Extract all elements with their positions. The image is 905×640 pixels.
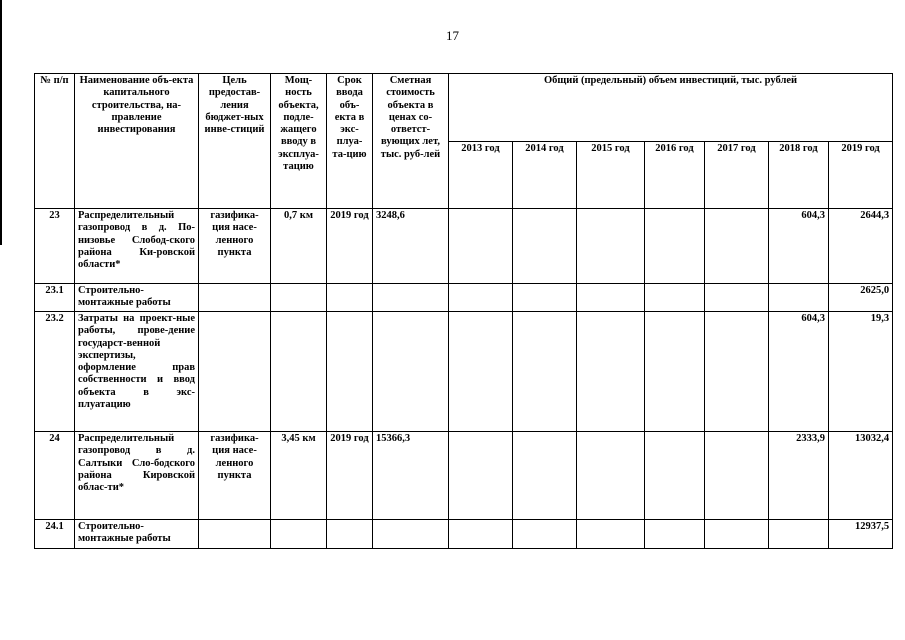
- row-name: Распределительный газопровод в д. По-низовье Слобод-ского района Ки-ровской области*: [75, 209, 199, 284]
- row-term: [327, 284, 373, 312]
- row-num: 23.1: [35, 284, 75, 312]
- row-term: [327, 312, 373, 432]
- header-purpose: Цель предостав-ления бюджет-ных инве-стиций: [199, 74, 271, 209]
- row-2019: 12937,5: [829, 520, 893, 549]
- row-name: Строительно-монтажные работы: [75, 284, 199, 312]
- row-2019: 19,3: [829, 312, 893, 432]
- row-2019: 13032,4: [829, 432, 893, 520]
- row-num: 24.1: [35, 520, 75, 549]
- row-name: Строительно-монтажные работы: [75, 520, 199, 549]
- row-2018: 604,3: [769, 312, 829, 432]
- row-2015: [577, 520, 645, 549]
- header-term: Срок ввода объ-екта в экс-плуа-та-цию: [327, 74, 373, 209]
- header-num: № п/п: [35, 74, 75, 209]
- investment-table: [34, 73, 893, 549]
- row-2014: [513, 432, 577, 520]
- row-2014: [513, 520, 577, 549]
- row-2017: [705, 312, 769, 432]
- header-year-2018: 2018 год: [769, 142, 829, 209]
- row-num: 24: [35, 432, 75, 520]
- row-num: 23.2: [35, 312, 75, 432]
- header-capacity: Мощ-ность объекта, подле-жащего вводу в эксплуа-тацию: [271, 74, 327, 209]
- row-2018: 2333,9: [769, 432, 829, 520]
- table-row: [35, 520, 893, 549]
- row-2014: [513, 284, 577, 312]
- header-cost: Сметная стоимость объекта в ценах со-ответст-вующих лет, тыс. руб-лей: [373, 74, 449, 209]
- header-year-2019: 2019 год: [829, 142, 893, 209]
- row-2018: [769, 284, 829, 312]
- row-2015: [577, 432, 645, 520]
- row-purpose: [199, 284, 271, 312]
- row-num: 23: [35, 209, 75, 284]
- header-name: Наименование объ-екта капитального строительства, на-правление инвестирования: [75, 74, 199, 209]
- row-2016: [645, 432, 705, 520]
- row-cost: [373, 520, 449, 549]
- header-year-2014: 2014 год: [513, 142, 577, 209]
- row-name: Распределительный газопровод в д. Салтыки Сло-бодского района Кировской облас-ти*: [75, 432, 199, 520]
- row-2015: [577, 312, 645, 432]
- row-purpose: газифика-ция насе-ленного пункта: [199, 432, 271, 520]
- row-cost: [373, 284, 449, 312]
- row-2018: 604,3: [769, 209, 829, 284]
- row-2016: [645, 284, 705, 312]
- header-year-2016: 2016 год: [645, 142, 705, 209]
- row-2018: [769, 520, 829, 549]
- table-row: [35, 312, 893, 432]
- row-term: [327, 520, 373, 549]
- row-cost: [373, 312, 449, 432]
- row-2016: [645, 209, 705, 284]
- table-row: [35, 432, 893, 520]
- row-2013: [449, 312, 513, 432]
- row-name: Затраты на проект-ные работы, прове-дение государст-венной экспертизы, оформление прав собственности и ввод объекта в экс-плуатацию: [75, 312, 199, 432]
- row-2014: [513, 209, 577, 284]
- row-purpose: [199, 520, 271, 549]
- row-capacity: [271, 312, 327, 432]
- row-term: 2019 год: [327, 432, 373, 520]
- row-2013: [449, 520, 513, 549]
- row-2017: [705, 209, 769, 284]
- row-2019: 2625,0: [829, 284, 893, 312]
- row-2015: [577, 209, 645, 284]
- table-row: [35, 209, 893, 284]
- row-2017: [705, 520, 769, 549]
- row-2016: [645, 312, 705, 432]
- row-purpose: [199, 312, 271, 432]
- row-2017: [705, 284, 769, 312]
- row-2015: [577, 284, 645, 312]
- row-capacity: 0,7 км: [271, 209, 327, 284]
- header-investment-group: Общий (предельный) объем инвестиций, тыс. рублей: [449, 74, 893, 142]
- row-purpose: газифика-ция насе-ленного пункта: [199, 209, 271, 284]
- page-number: 17: [446, 28, 459, 43]
- header-year-2015: 2015 год: [577, 142, 645, 209]
- row-cost: 3248,6: [373, 209, 449, 284]
- row-2016: [645, 520, 705, 549]
- row-2014: [513, 312, 577, 432]
- header-year-2017: 2017 год: [705, 142, 769, 209]
- row-2019: 2644,3: [829, 209, 893, 284]
- row-2017: [705, 432, 769, 520]
- row-capacity: 3,45 км: [271, 432, 327, 520]
- row-2013: [449, 432, 513, 520]
- row-capacity: [271, 520, 327, 549]
- row-cost: 15366,3: [373, 432, 449, 520]
- row-2013: [449, 209, 513, 284]
- row-2013: [449, 284, 513, 312]
- header-year-2013: 2013 год: [449, 142, 513, 209]
- row-term: 2019 год: [327, 209, 373, 284]
- row-capacity: [271, 284, 327, 312]
- table-row: [35, 284, 893, 312]
